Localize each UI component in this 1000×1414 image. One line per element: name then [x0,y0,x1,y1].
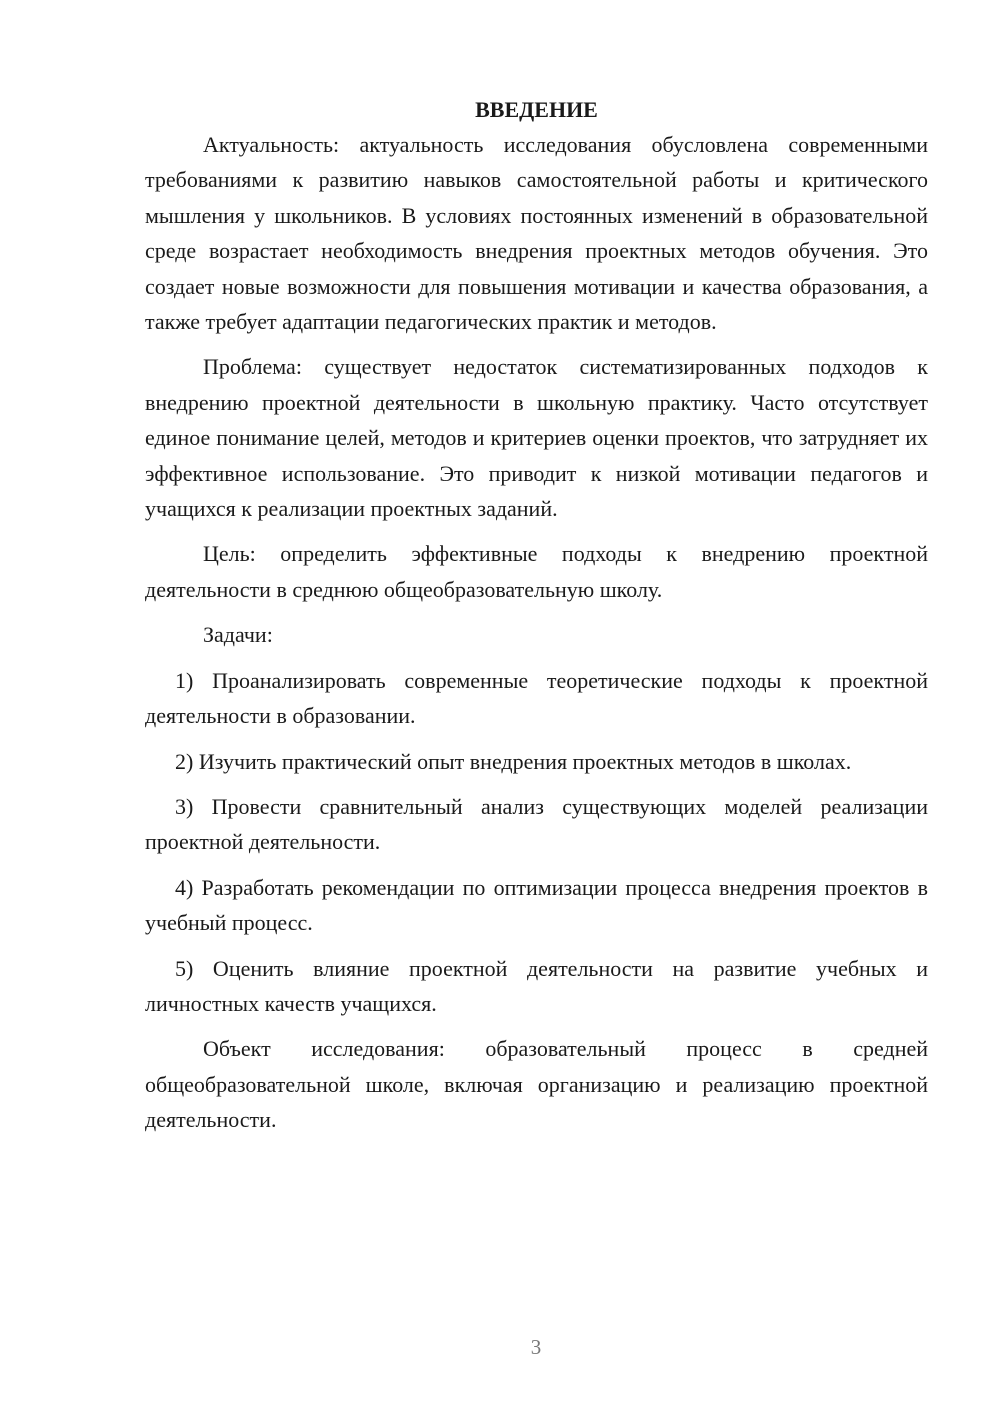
paragraph-problem: Проблема: существует недостаток систематизированных подходов к внедрению проектной деятельности в школьную практику. Часто отсутствует единое понимание целей, методов и критериев оценки проектов, что затрудняет их эффективное использование. Это приводит к низкой мотивации педагогов и учащихся к реализации проектных заданий. [145,354,928,522]
page-title: ВВЕДЕНИЕ [475,97,598,122]
document-page [145,92,928,1138]
tasks-heading: Задачи: [203,622,273,648]
paragraph-object: Объект исследования: образовательный процесс в средней общеобразовательной школе, включая организацию и реализацию проектной деятельности. [145,1036,928,1133]
task-item-4: 4) Разработать рекомендации по оптимизации процесса внедрения проектов в учебный процесс. [145,874,928,936]
task-item-5: 5) Оценить влияние проектной деятельности на развитие учебных и личностных качеств учащихся. [145,955,928,1016]
page-number: 3 [530,1335,542,1359]
paragraph-relevance: Актуальность: актуальность исследования обусловлена современными требованиями к развитию навыков самостоятельной работы и критического мышления у школьников. В условиях постоянных изменений в образовательной среде возрастает необходимость внедрения проектных методов обучения. Это создает новые возможности для повышения мотивации и качества образования, а также требует адаптации педагогических практик и методов. [145,132,928,335]
task-item-2: 2) Изучить практический опыт внедрения проектных методов в школах. [175,748,852,774]
task-item-1: 1) Проанализировать современные теоретические подходы к проектной деятельности в образовании. [145,667,928,729]
paragraph-goal: Цель: определить эффективные подходы к внедрению проектной деятельности в среднюю общеобразовательную школу. [145,541,928,602]
task-item-3: 3) Провести сравнительный анализ существующих моделей реализации проектной деятельности. [145,793,928,855]
